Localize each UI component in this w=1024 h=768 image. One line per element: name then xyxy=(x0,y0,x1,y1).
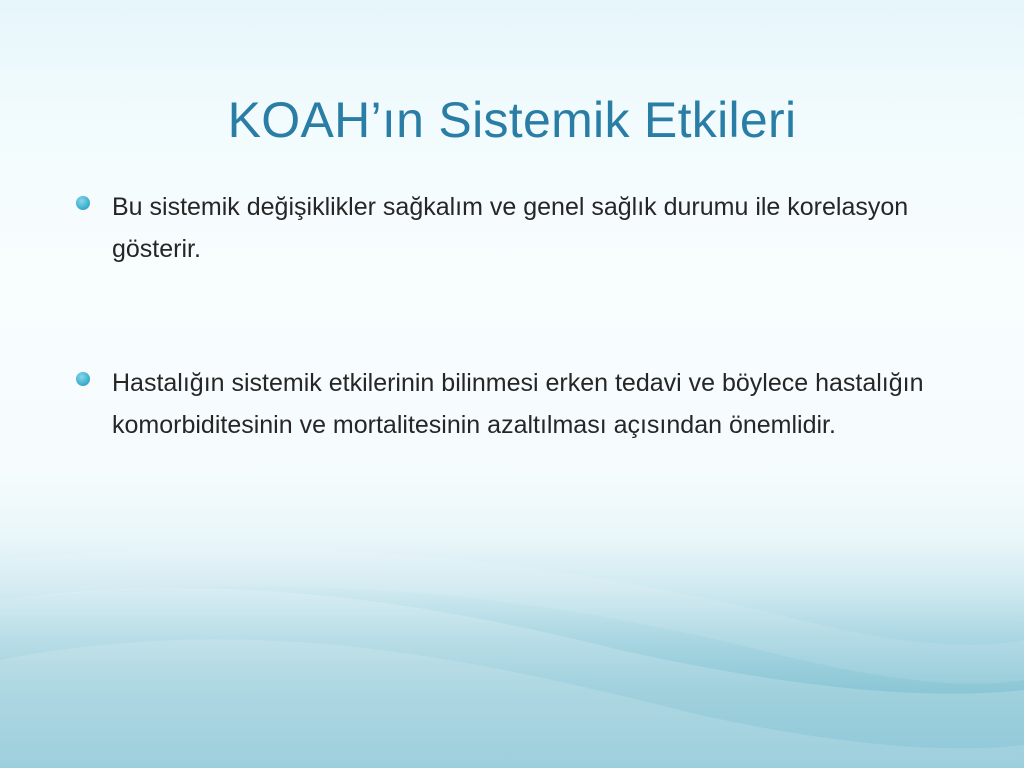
bullet-item xyxy=(72,362,952,446)
slide-title: KOAH’ın Sistemik Etkileri xyxy=(227,92,797,148)
bullet-dot-icon xyxy=(76,372,90,386)
bullet-text: Bu sistemik değişiklikler sağkalım ve genel sağlık durumu ile korelasyon gösterir. xyxy=(112,193,909,263)
bullet-list xyxy=(72,186,952,446)
bullet-dot-icon xyxy=(76,196,90,210)
bullet-text: Hastalığın sistemik etkilerinin bilinmesi erken tedavi ve böylece hastalığın komorbiditesinin ve mortalitesinin azaltılması açısından önemlidir. xyxy=(112,369,924,439)
bullet-item xyxy=(72,186,952,270)
